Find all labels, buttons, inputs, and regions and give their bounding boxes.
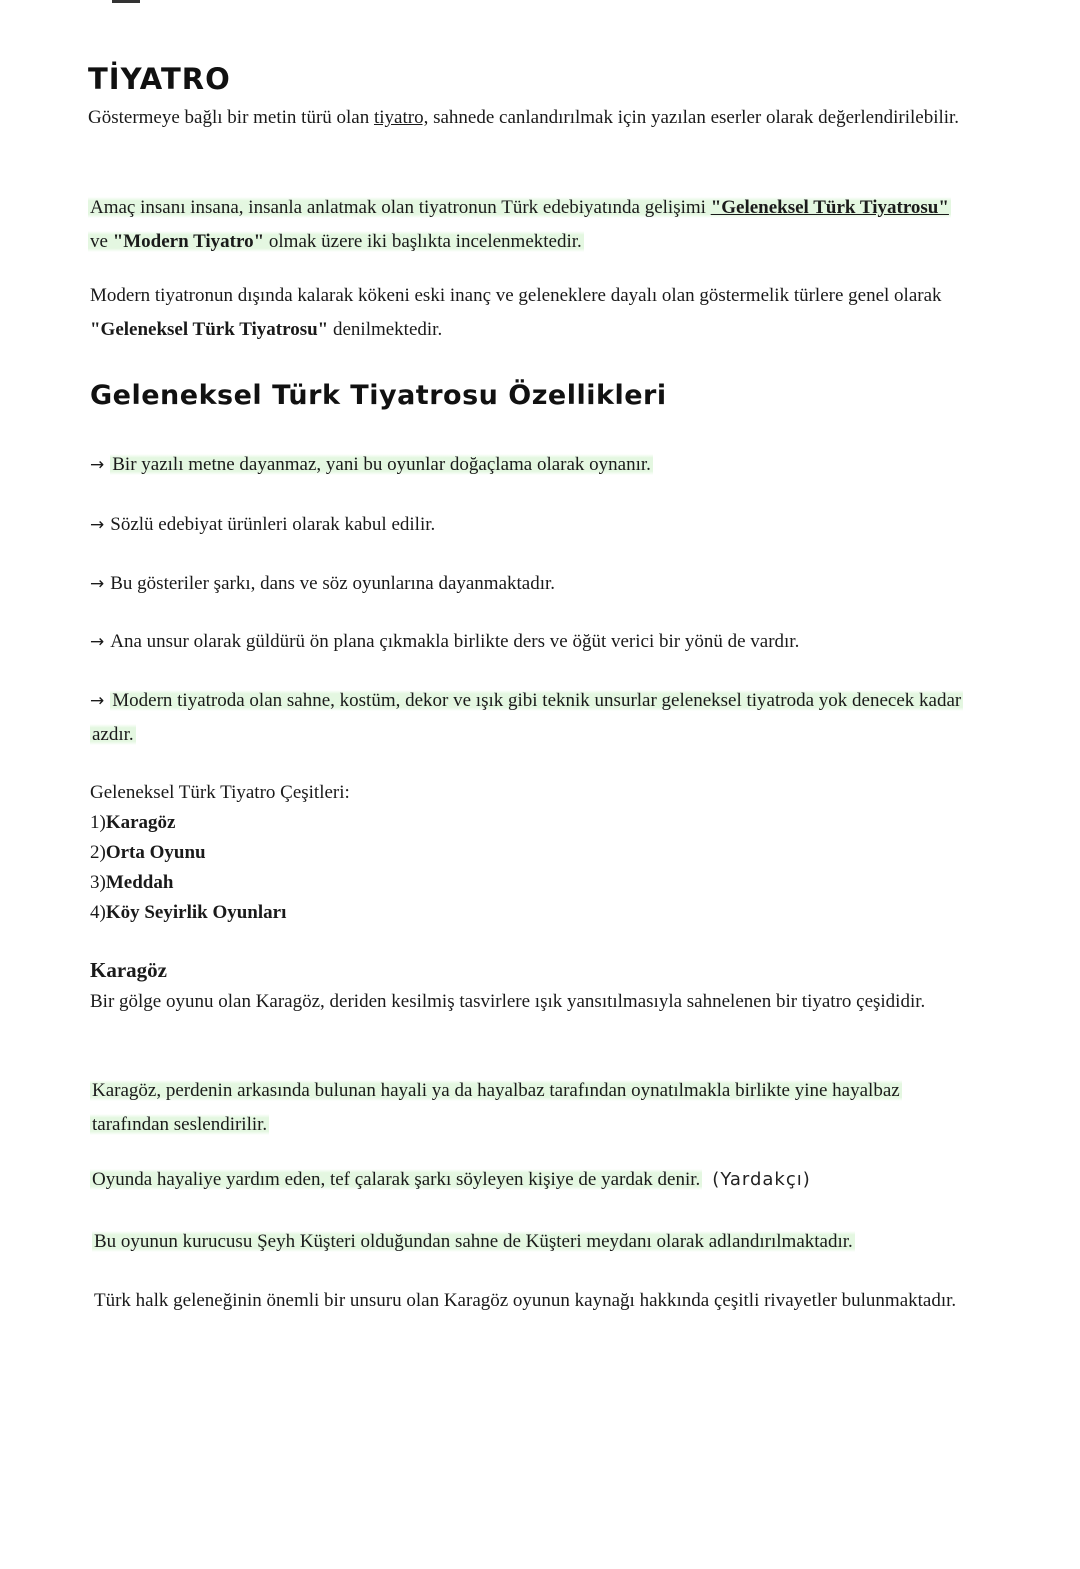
theatre-types-list [90,778,350,928]
list-item: 3)Meddah [90,872,174,893]
term-geleneksel: "Geleneksel Türk Tiyatrosu" [710,197,949,218]
karagoz-paragraph-2: Karagöz, perdenin arkasında bulunan hayali ya da hayalbaz tarafından oynatılmakla birlikte yine hayalbaz tarafından seslendirilir. [92,1080,900,1135]
karagoz-paragraph-1: Bir gölge oyunu olan Karagöz, deriden kesilmiş tasvirlere ışık yansıtılmasıyla sahnelenen bir tiyatro çeşididir. [90,991,926,1012]
intro-text-rest: sahnede canlandırılmak için yazılan eserler olarak değerlendirilebilir. [428,107,960,128]
list-item: 1)Karagöz [90,812,176,833]
intro-paragraph [88,101,968,135]
arrow-icon: → [90,691,105,711]
bullet-item: → Bir yazılı metne dayanmaz, yani bu oyunlar doğaçlama olarak oynanır. [90,454,651,475]
page-title: TİYATRO [88,62,231,96]
list-item: 2)Orta Oyunu [90,842,206,863]
bullet-item: → Modern tiyatroda olan sahne, kostüm, dekor ve ışık gibi teknik unsurlar geleneksel tiyatroda yok denecek kadar azdır. [90,690,962,745]
section-heading: Geleneksel Türk Tiyatrosu Özellikleri [90,380,667,411]
karagoz-heading: Karagöz [90,958,167,982]
arrow-icon: → [90,515,105,535]
intro-underlined-term: tiyatro, [373,107,429,128]
highlighted-text: Amaç insanı insana, insanla anlatmak olan tiyatronun Türk edebiyatında gelişimi "Geleneksel Türk Tiyatrosu" ve "Modern Tiyatro" olmak üzere iki başlıkta incelenmektedir. [90,197,949,252]
term-modern: "Modern Tiyatro" [112,231,265,252]
karagoz-paragraph-4: Bu oyunun kurucusu Şeyh Küşteri olduğundan sahne de Küşteri meydanı olarak adlandırılmaktadır. [94,1231,853,1252]
arrow-icon: → [90,632,105,652]
karagoz-paragraph-5: Türk halk geleneğinin önemli bir unsuru olan Karagöz oyunun kaynağı hakkında çeşitli rivayetler bulunmaktadır. [94,1290,957,1311]
page-edge-mark [112,0,140,3]
development-paragraph [88,191,968,259]
bullet-item: → Bu gösteriler şarkı, dans ve söz oyunlarına dayanmaktadır. [90,573,556,594]
arrow-icon: → [90,455,105,475]
list-heading: Geleneksel Türk Tiyatro Çeşitleri: [90,782,350,803]
definition-paragraph: Modern tiyatronun dışında kalarak kökeni eski inanç ve geleneklere dayalı olan göstermelik türlere genel olarak "Geleneksel Türk Tiyatrosu" denilmektedir. [90,285,942,340]
intro-text: Göstermeye bağlı bir metin türü olan [88,107,374,128]
arrow-icon: → [90,574,105,594]
bullet-item: → Sözlü edebiyat ürünleri olarak kabul edilir. [90,514,436,535]
list-item: 4)Köy Seyirlik Oyunları [90,902,287,923]
bullet-item: → Ana unsur olarak güldürü ön plana çıkmakla birlikte ders ve öğüt verici bir yönü de vardır. [90,631,800,652]
term-geleneksel-2: "Geleneksel Türk Tiyatrosu" [90,319,329,340]
karagoz-paragraph-3: Oyunda hayaliye yardım eden, tef çalarak şarkı söyleyen kişiye de yardak denir. (Yardakçı) [92,1169,811,1190]
handwritten-note: (Yardakçı) [712,1169,811,1190]
